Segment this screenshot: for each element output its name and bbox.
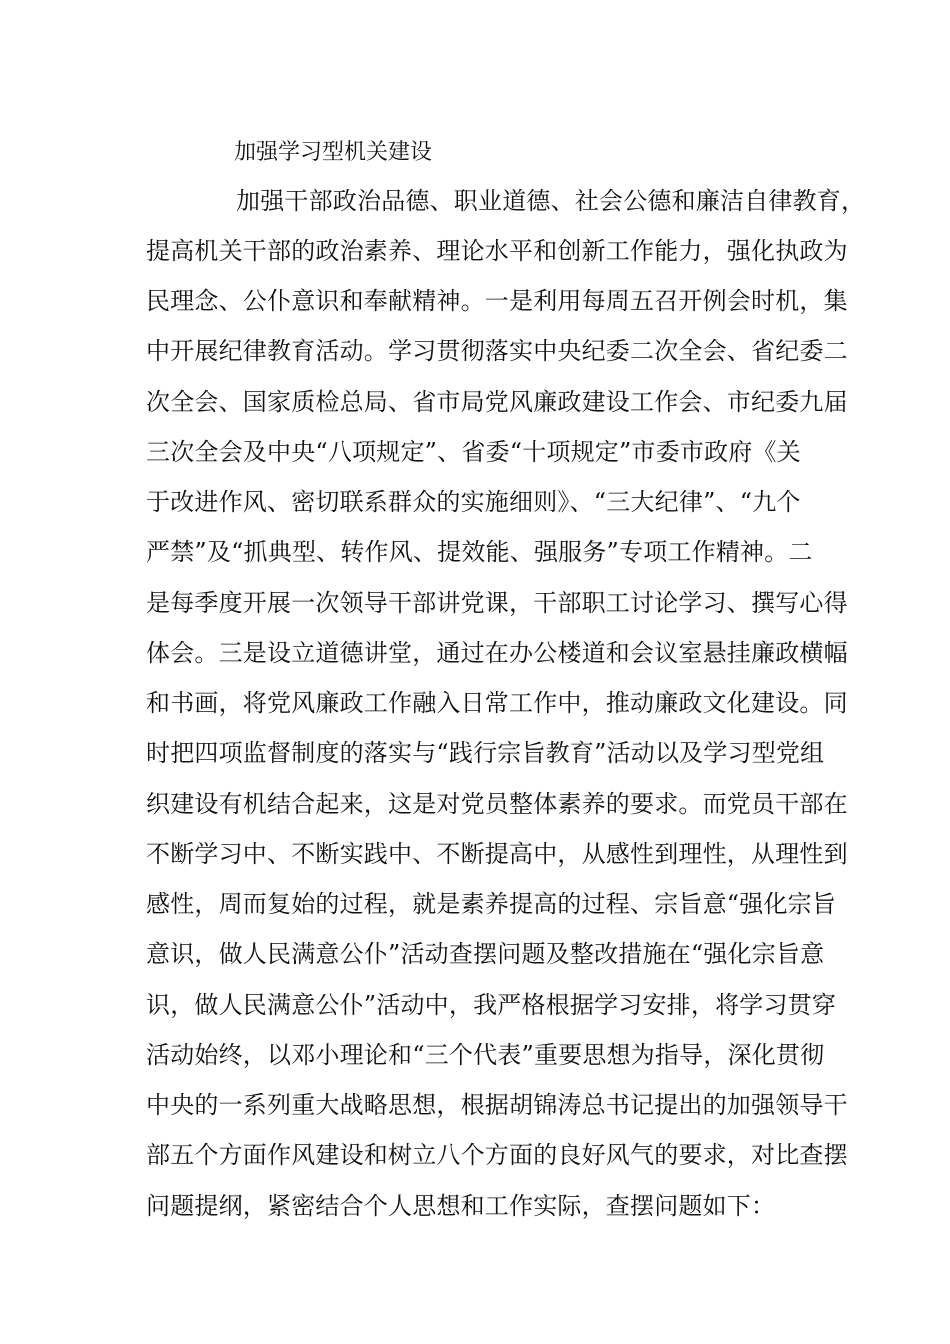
paragraph-line: 是每季度开展一次领导干部讲党课，干部职工讨论学习、撰写心得 bbox=[146, 589, 848, 617]
paragraph-line: 于改进作风、密切联系群众的实施细则》、“三大纪律”、“九个 bbox=[146, 488, 801, 516]
paragraph-line: 活动始终，以邓小理论和“三个代表”重要思想为指导，深化贯彻 bbox=[146, 1041, 825, 1069]
paragraph-line: 提高机关干部的政治素养、理论水平和创新工作能力，强化执政为 bbox=[146, 237, 848, 265]
paragraph-line: 感性，周而复始的过程，就是素养提高的过程、宗旨意“强化宗旨 bbox=[146, 890, 837, 918]
paragraph-line: 意识，做人民满意公仆”活动查摆问题及整改措施在“强化宗旨意 bbox=[146, 940, 825, 968]
paragraph-line: 体会。三是设立道德讲堂，通过在办公楼道和会议室悬挂廉政横幅 bbox=[146, 639, 848, 667]
paragraph-line: 中央的一系列重大战略思想，根据胡锦涛总书记提出的加强领导干 bbox=[146, 1091, 848, 1119]
paragraph-line: 部五个方面作风建设和树立八个方面的良好风气的要求，对比查摆 bbox=[146, 1141, 848, 1169]
paragraph-line: 严禁”及“抓典型、转作风、提效能、强服务”专项工作精神。二 bbox=[146, 538, 813, 566]
paragraph-line: 织建设有机结合起来，这是对党员整体素养的要求。而党员干部在 bbox=[146, 790, 848, 818]
paragraph-line: 次全会、国家质检总局、省市局党风廉政建设工作会、市纪委九届 bbox=[146, 388, 848, 416]
paragraph-line: 和书画，将党风廉政工作融入日常工作中，推动廉政文化建设。同 bbox=[146, 689, 848, 717]
paragraph-line: 民理念、公仆意识和奉献精神。一是利用每周五召开例会时机，集 bbox=[146, 287, 848, 315]
paragraph-line: 时把四项监督制度的落实与“践行宗旨教育”活动以及学习型党组 bbox=[146, 739, 825, 767]
paragraph-line: 问题提纲，紧密结合个人思想和工作实际，查摆问题如下： bbox=[146, 1192, 776, 1220]
paragraph-line: 加强干部政治品德、职业道德、社会公德和廉洁自律教育， bbox=[236, 187, 866, 215]
section-heading: 加强学习型机关建设 bbox=[234, 140, 433, 165]
paragraph-line: 识，做人民满意公仆”活动中，我严格根据学习安排，将学习贯穿 bbox=[146, 991, 837, 1019]
paragraph-line: 中开展纪律教育活动。学习贯彻落实中央纪委二次全会、省纪委二 bbox=[146, 337, 848, 365]
paragraph-line: 不断学习中、不断实践中、不断提高中，从感性到理性，从理性到 bbox=[146, 840, 848, 868]
paragraph-line: 三次全会及中央“八项规定”、省委“十项规定”市委市政府《关 bbox=[146, 438, 801, 466]
